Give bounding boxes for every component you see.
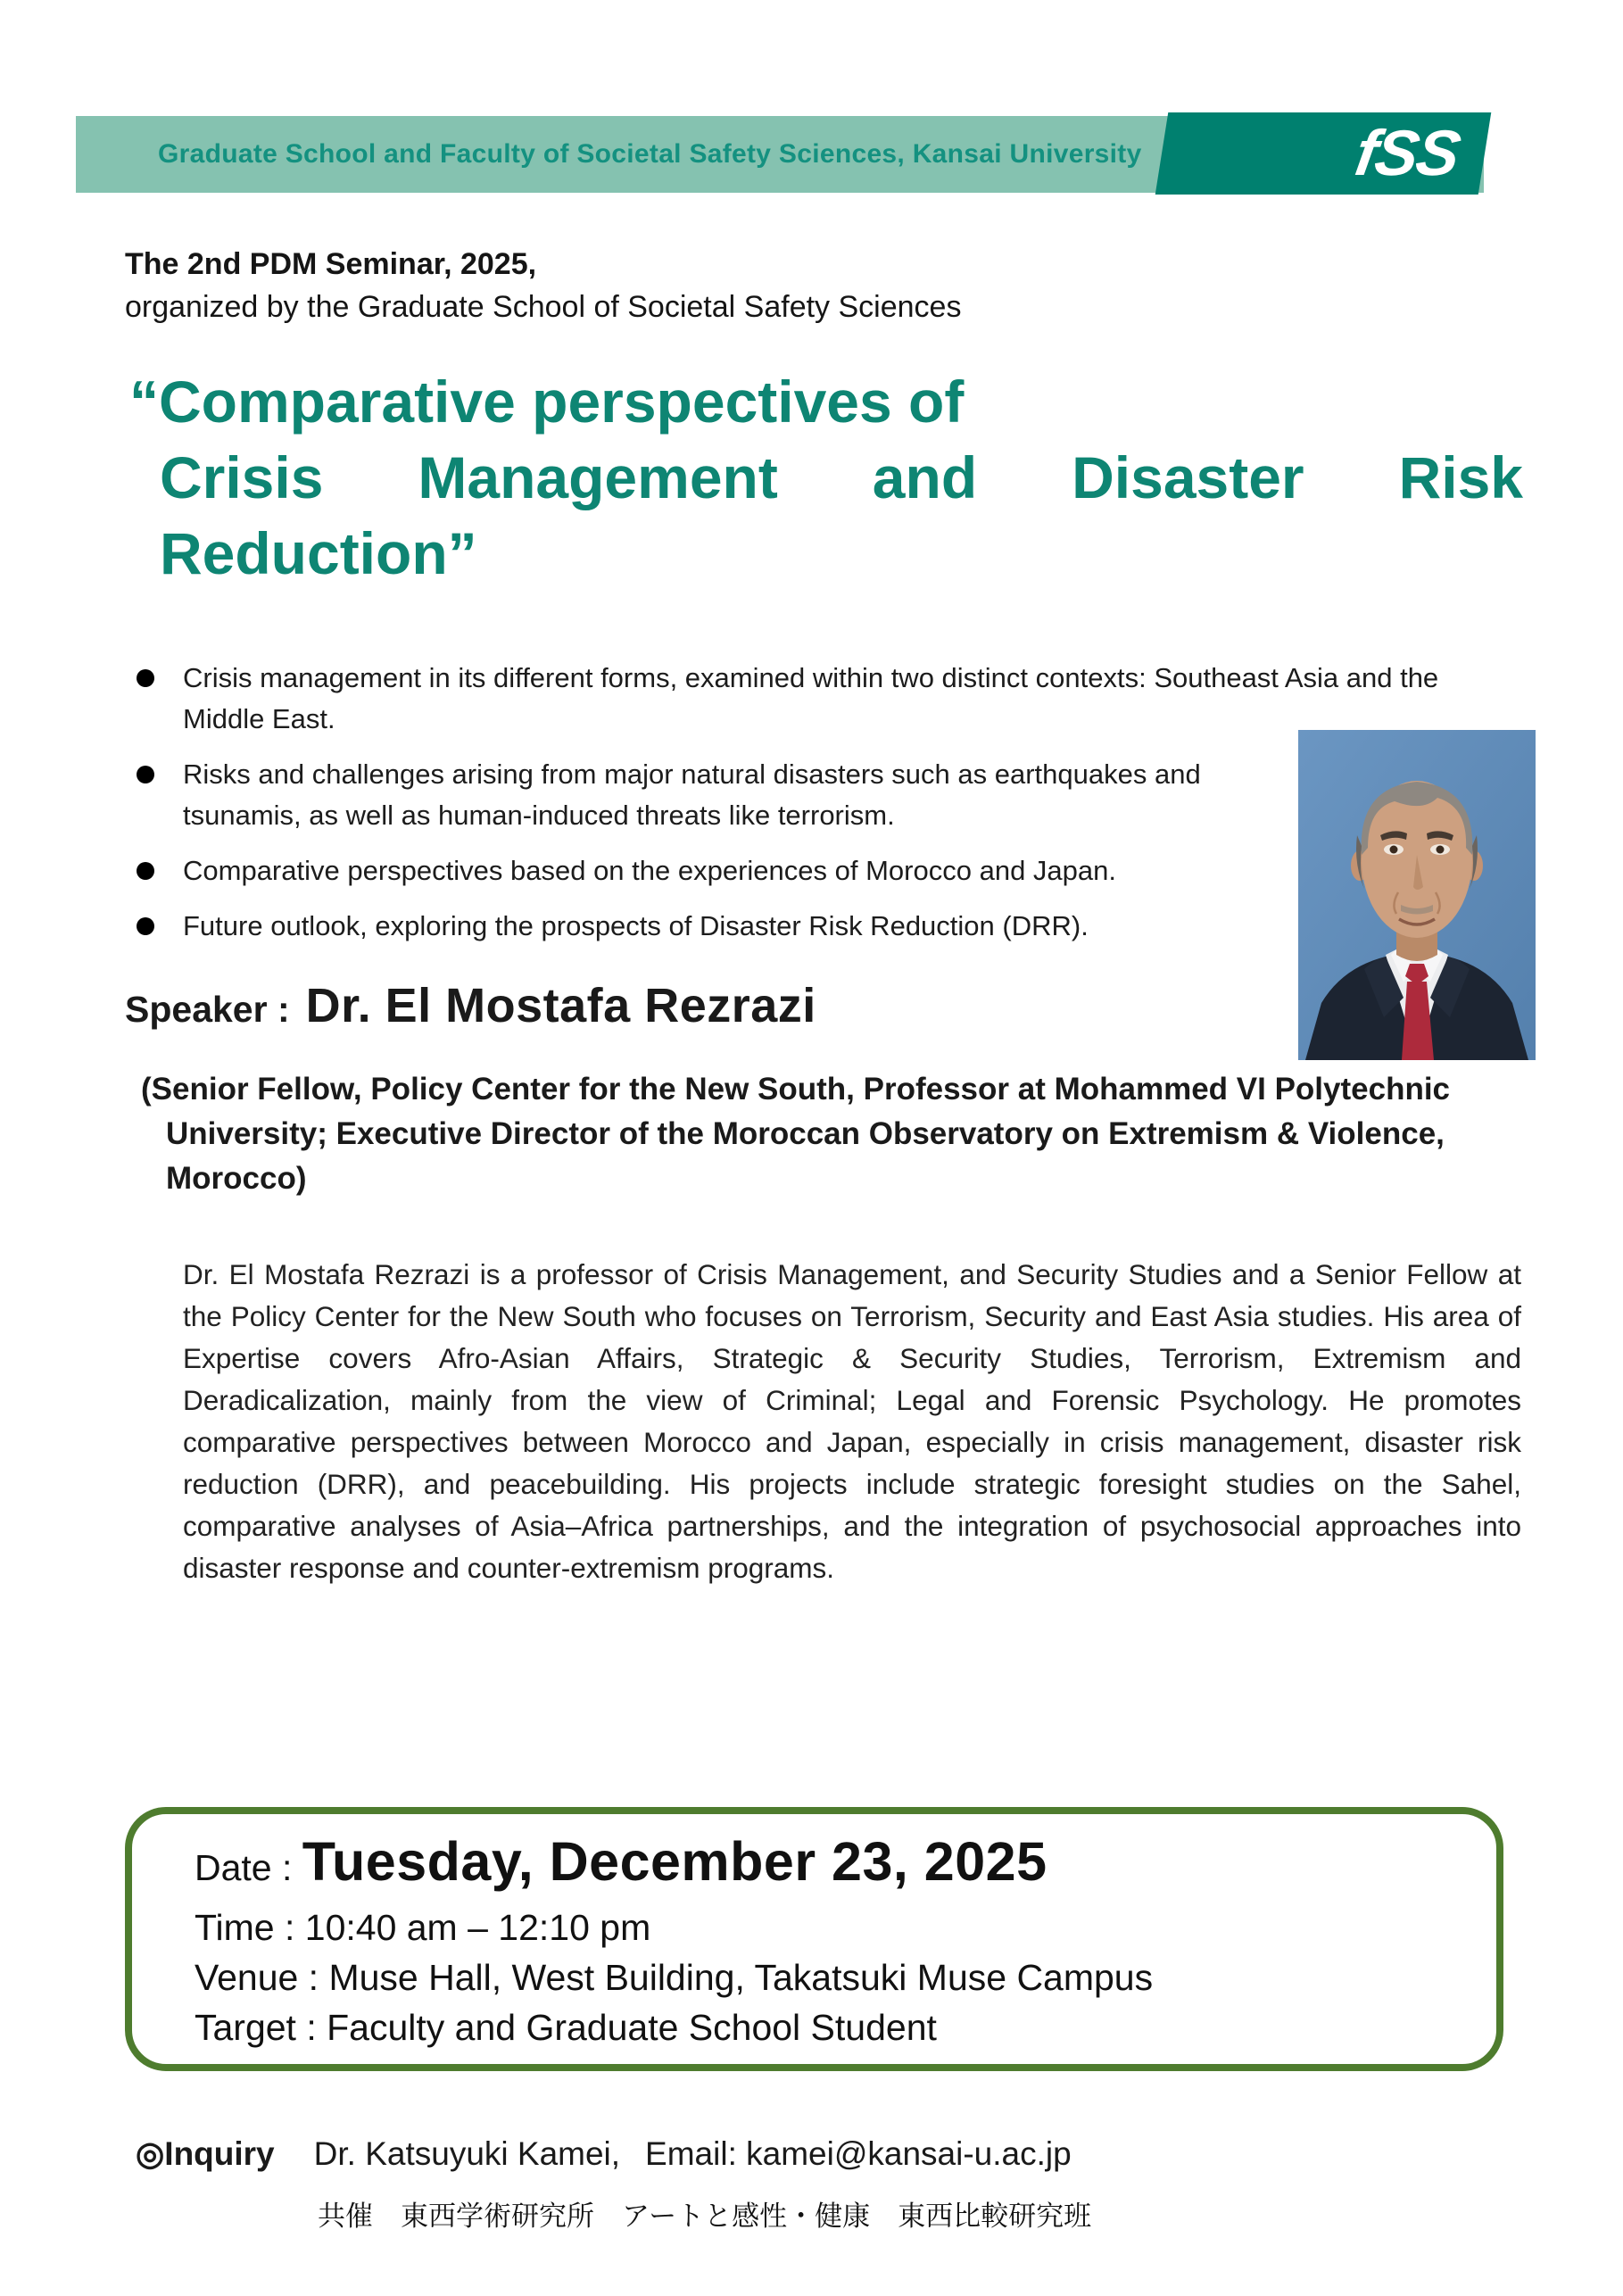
inquiry-email: Email: kamei@kansai-u.ac.jp	[645, 2135, 1072, 2172]
speaker-row	[125, 978, 816, 1033]
page-title	[129, 364, 1523, 592]
inquiry-contact: Dr. Katsuyuki Kamei,	[313, 2135, 621, 2172]
seminar-line2: organized by the Graduate School of Societal Safety Sciences	[125, 290, 962, 324]
topic-text: Comparative perspectives based on the experiences of Morocco and Japan.	[183, 855, 1116, 886]
bullet-icon	[137, 917, 154, 935]
bullet-icon	[137, 669, 154, 687]
topic-item	[134, 658, 1524, 740]
seminar-line1: The 2nd PDM Seminar, 2025,	[125, 247, 537, 281]
speaker-label: Speaker :	[125, 989, 290, 1030]
venue-value: Muse Hall, West Building, Takatsuki Muse Campus	[328, 1957, 1154, 1998]
event-date-row	[195, 1827, 1461, 1902]
fss-logo	[1155, 112, 1492, 195]
time-label: Time :	[195, 1907, 305, 1948]
venue-label: Venue :	[195, 1957, 329, 1998]
event-details-box	[125, 1807, 1503, 2071]
speaker-name: Dr. El Mostafa Rezrazi	[305, 979, 816, 1032]
bullet-icon	[137, 862, 154, 880]
target-value: Faculty and Graduate School Student	[327, 2007, 937, 2048]
title-line2: Crisis Management and Disaster Risk	[160, 444, 1523, 510]
organization-name: Graduate School and Faculty of Societal Safety Sciences, Kansai University	[158, 139, 1142, 169]
event-time-row	[195, 1902, 1461, 1952]
speaker-photo	[1298, 730, 1536, 1060]
target-label: Target :	[195, 2007, 327, 2048]
topic-text: Crisis management in its different forms, examined within two distinct contexts: Southeast Asia and the Middle East.	[183, 662, 1439, 734]
topic-text: Risks and challenges arising from major natural disasters such as earthquakes and tsunamis, as well as human-induced threats like terrorism.	[183, 758, 1201, 831]
double-circle-icon: ◎	[136, 2135, 165, 2172]
cohost-line: 共催 東西学術研究所 アートと感性・健康 東西比較研究班	[318, 2201, 1092, 2232]
time-value: 10:40 am – 12:10 pm	[304, 1907, 651, 1948]
date-value: Tuesday, December 23, 2025	[302, 1831, 1047, 1892]
event-target-row	[195, 2002, 1461, 2052]
inquiry-label: Inquiry	[164, 2135, 275, 2172]
seminar-heading	[125, 243, 961, 328]
bullet-icon	[137, 766, 154, 783]
speaker-affiliation: (Senior Fellow, Policy Center for the New South, Professor at Mohammed VI Polytechnic University; Executive Director of the Moroccan Observatory on Extremism & Violence, Morocco)	[141, 1072, 1451, 1196]
speaker-bio: Dr. El Mostafa Rezrazi is a professor of Crisis Management, and Security Studies and a Senior Fellow at the Policy Center for the New South who focuses on Terrorism, Security and East Asia studies. His area of Expertise covers Afro-Asian Affairs, Strategic & Security Studies, Terrorism, Extremism and Deradicalization, mainly from the view of Criminal; Legal and Forensic Psychology. He promotes comparative perspectives between Morocco and Japan, especially in crisis management, disaster risk reduction (DRR), and peacebuilding. His projects include strategic foresight studies on the Sahel, comparative analyses of Asia–Africa partnerships, and the integration of psychosocial approaches into disaster response and counter-extremism programs.	[183, 1258, 1521, 1584]
topic-text: Future outlook, exploring the prospects of Disaster Risk Reduction (DRR).	[183, 910, 1089, 941]
title-line3: Reduction”	[160, 520, 477, 586]
date-label: Date :	[195, 1847, 302, 1888]
inquiry-row	[136, 2134, 1072, 2173]
title-line1: “Comparative perspectives of	[129, 369, 965, 435]
fss-logo-text: fSS	[1350, 118, 1464, 189]
event-venue-row	[195, 1952, 1461, 2002]
